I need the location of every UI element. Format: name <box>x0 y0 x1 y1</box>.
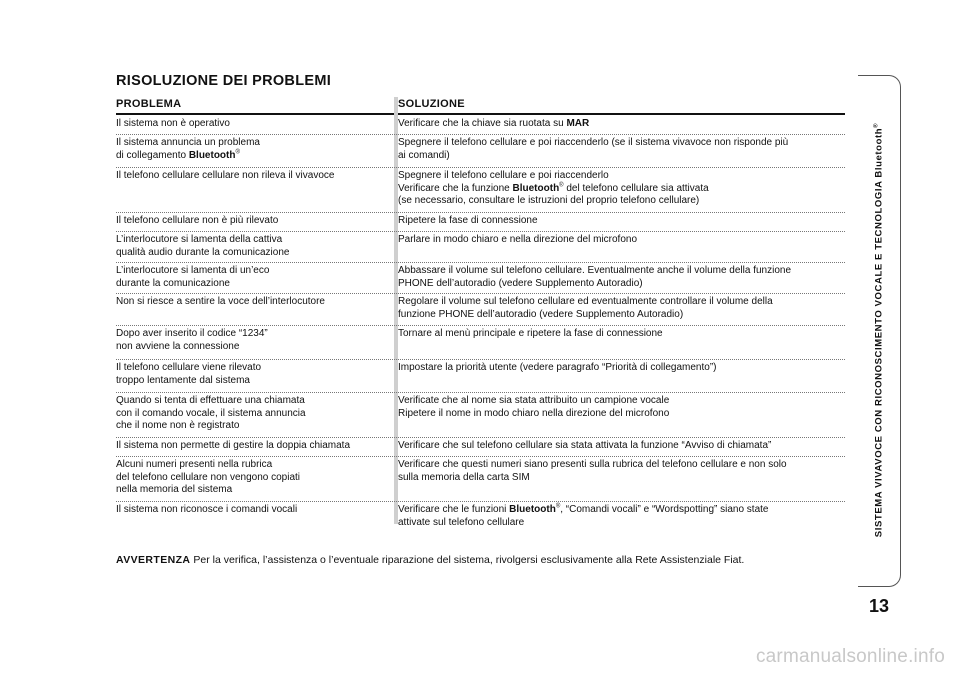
section-side-title: SISTEMA VIVAVOCE CON RICONOSCIMENTO VOCALE E TECNOLOGIA Bluetooth® <box>873 122 885 538</box>
problem-line: durante la comunicazione <box>116 277 230 289</box>
problem-line: non avviene la connessione <box>116 340 240 352</box>
problem-line: L’interlocutore si lamenta di un’eco <box>116 265 270 276</box>
solution-cell <box>398 265 845 290</box>
problem-cell <box>116 118 388 131</box>
solution-cell <box>398 118 845 131</box>
problem-line: di collegamento Bluetooth® <box>116 149 240 161</box>
table-row <box>116 293 845 326</box>
warning-note <box>116 554 744 566</box>
table-row <box>116 134 845 168</box>
problem-line: Il sistema non riconosce i comandi vocali <box>116 504 298 515</box>
problem-cell <box>116 395 388 433</box>
problem-cell <box>116 328 388 353</box>
problem-cell <box>116 504 388 517</box>
problem-line: qualità audio durante la comunicazione <box>116 246 290 258</box>
problem-line: Il telefono cellulare cellulare non rileva il vivavoce <box>116 170 335 181</box>
solution-line: Verificare che la funzione Bluetooth® del telefono cellulare sia attivata <box>398 182 709 194</box>
solution-cell <box>398 440 845 453</box>
problem-cell <box>116 170 388 183</box>
solution-line: ai comandi) <box>398 149 450 161</box>
solution-line: PHONE dell’autoradio (vedere Supplemento Autoradio) <box>398 277 643 289</box>
solution-cell <box>398 296 845 321</box>
solution-cell <box>398 170 845 208</box>
solution-line: Impostare la priorità utente (vedere paragrafo “Priorità di collegamento”) <box>398 362 717 373</box>
solution-line: Tornare al menù principale e ripetere la fase di connessione <box>398 328 663 339</box>
problem-cell <box>116 137 388 162</box>
problem-line: Alcuni numeri presenti nella rubrica <box>116 459 273 470</box>
problem-line: Il sistema annuncia un problema <box>116 137 260 148</box>
table-row <box>116 115 845 135</box>
solution-line: Abbassare il volume sul telefono cellulare. Eventualmente anche il volume della funzione <box>398 265 792 276</box>
solution-line: Ripetere la fase di connessione <box>398 215 538 226</box>
solution-cell <box>398 215 845 228</box>
solution-column-header: SOLUZIONE <box>398 98 465 110</box>
table-row <box>116 359 845 393</box>
problem-line: del telefono cellulare non vengono copiati <box>116 471 301 483</box>
solution-line: funzione PHONE dell’autoradio (vedere Supplemento Autoradio) <box>398 308 684 320</box>
problem-line: nella memoria del sistema <box>116 484 233 495</box>
solution-line: sulla memoria della carta SIM <box>398 471 530 483</box>
problem-cell <box>116 215 388 228</box>
solution-line: Verificare che le funzioni Bluetooth®, “Comandi vocali” e “Wordspotting” siano state <box>398 503 769 515</box>
table-row <box>116 501 845 531</box>
warning-label: AVVERTENZA <box>116 554 191 566</box>
table-row <box>116 262 845 294</box>
problem-cell <box>116 234 388 259</box>
table-row <box>116 392 845 438</box>
solution-line: Regolare il volume sul telefono cellulare ed eventualmente controllare il volume della <box>398 296 773 307</box>
page-title: RISOLUZIONE DEI PROBLEMI <box>116 73 332 89</box>
problem-cell <box>116 265 388 290</box>
warning-text: Per la verifica, l’assistenza o l’eventuale riparazione del sistema, rivolgersi esclusivamente alla Rete Assistenziale Fiat. <box>193 554 745 566</box>
solution-line: Spegnere il telefono cellulare e poi riaccenderlo <box>398 170 609 181</box>
problem-cell <box>116 362 388 387</box>
solution-line: attivate sul telefono cellulare <box>398 516 525 528</box>
solution-line: Verificare che sul telefono cellulare sia stata attivata la funzione “Avviso di chiamata” <box>398 440 772 451</box>
solution-cell <box>398 137 845 162</box>
problem-cell <box>116 459 388 497</box>
watermark: carmanualsonline.info <box>755 646 945 667</box>
problem-line: troppo lentamente dal sistema <box>116 374 250 386</box>
table-row <box>116 167 845 213</box>
problem-line: Il telefono cellulare non è più rilevato <box>116 215 279 226</box>
solution-cell <box>398 328 845 341</box>
problem-line: Non si riesce a sentire la voce dell’interlocutore <box>116 296 325 307</box>
solution-cell <box>398 395 845 420</box>
problem-line: Dopo aver inserito il codice “1234” <box>116 328 268 339</box>
solution-line: Ripetere il nome in modo chiaro nella direzione del microfono <box>398 407 670 419</box>
solution-line: (se necessario, consultare le istruzioni del proprio telefono cellulare) <box>398 195 700 206</box>
solution-cell <box>398 459 845 484</box>
problem-column-header: PROBLEMA <box>116 98 182 110</box>
problem-cell <box>116 296 388 309</box>
solution-cell <box>398 234 845 247</box>
table-row <box>116 437 845 457</box>
problem-line: Quando si tenta di effettuare una chiamata <box>116 395 305 406</box>
problem-line: L’interlocutore si lamenta della cattiva <box>116 234 283 245</box>
problem-line: con il comando vocale, il sistema annuncia <box>116 407 306 419</box>
solution-cell <box>398 362 845 375</box>
solution-line: Verificate che al nome sia stata attribuito un campione vocale <box>398 395 670 406</box>
problem-cell <box>116 440 388 453</box>
solution-line: Verificare che la chiave sia ruotata su MAR <box>398 118 590 129</box>
solution-line: Parlare in modo chiaro e nella direzione del microfono <box>398 234 638 245</box>
table-row <box>116 456 845 502</box>
solution-line: Verificare che questi numeri siano presenti sulla rubrica del telefono cellulare e non solo <box>398 459 787 470</box>
problem-line: che il nome non è registrato <box>116 420 240 431</box>
problem-line: Il telefono cellulare viene rilevato <box>116 362 262 373</box>
solution-cell <box>398 504 845 529</box>
solution-line: Spegnere il telefono cellulare e poi riaccenderlo (se il sistema vivavoce non risponde più <box>398 137 789 148</box>
page-number: 13 <box>868 596 890 616</box>
table-row <box>116 325 845 360</box>
problem-line: Il sistema non permette di gestire la doppia chiamata <box>116 440 351 451</box>
table-row <box>116 212 845 232</box>
table-row <box>116 231 845 263</box>
problem-line: Il sistema non è operativo <box>116 118 230 129</box>
